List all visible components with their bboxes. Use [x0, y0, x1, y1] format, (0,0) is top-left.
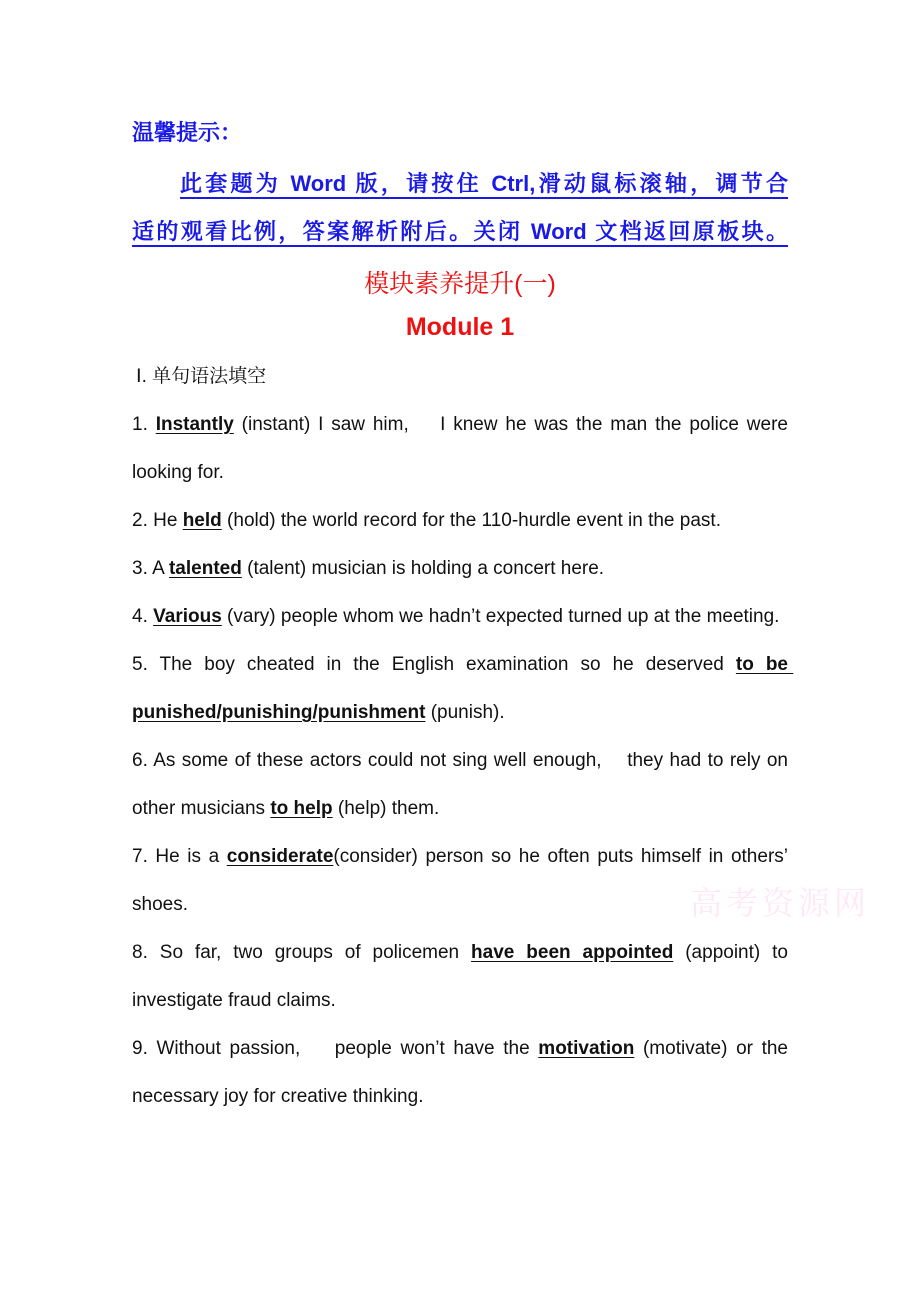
- question-text: (hold) the world record for the 110-hurdle event in the past.: [221, 510, 721, 531]
- question-text: (appoint) to investigate fraud claims.: [132, 942, 794, 1011]
- answer-text: motivation: [538, 1038, 635, 1059]
- question-text: (motivate) or the necessary joy for creative thinking.: [132, 1038, 794, 1107]
- question-text: (help) them.: [332, 798, 440, 819]
- question-item: [132, 545, 788, 593]
- question-text: 9. Without passion, people won’t have the: [132, 1038, 539, 1059]
- answer-text: held: [182, 510, 222, 531]
- question-text: (vary) people whom we hadn’t expected turned up at the meeting.: [221, 606, 780, 627]
- answer-text: talented: [168, 558, 242, 579]
- question-text: 2. He: [132, 510, 183, 531]
- question-item: [132, 593, 788, 641]
- tip-notice: [132, 160, 788, 256]
- watermark: 高考资源网: [690, 885, 871, 921]
- answer-text: to be punished/punishing/punishment: [132, 654, 794, 723]
- question-item: [132, 401, 794, 497]
- question-item: [132, 929, 794, 1025]
- section-heading: Ⅰ. 单句语法填空: [136, 366, 267, 387]
- exercise-body: [132, 353, 794, 1121]
- question-text: (consider) person so he often puts himself in others’ shoes.: [132, 846, 794, 915]
- question-text: 4.: [132, 606, 154, 627]
- tip-line-2: 适的观看比例，答案解析附后。关闭 Word 文档返回原板块。: [132, 219, 788, 244]
- question-text: (punish).: [425, 702, 505, 723]
- question-text: 1.: [132, 414, 156, 435]
- question-item: [132, 641, 794, 737]
- question-text: (instant) I saw him, I knew he was the man the police were looking for.: [132, 414, 794, 483]
- answer-text: Various: [153, 606, 222, 627]
- question-item: [132, 497, 788, 545]
- tip-line-1: 此套题为 Word 版，请按住 Ctrl,滑动鼠标滚轴，调节合: [180, 171, 788, 196]
- answer-text: have been appointed: [471, 942, 674, 963]
- question-text: 8. So far, two groups of policemen: [132, 942, 472, 963]
- module-subtitle: Module 1: [405, 313, 515, 341]
- question-text: 7. He is a: [132, 846, 227, 867]
- answer-text: to help: [270, 798, 333, 819]
- question-text: 6. As some of these actors could not sing well enough, they had to rely on other musicians: [132, 750, 794, 819]
- question-item: [132, 833, 794, 929]
- answer-text: considerate: [226, 846, 334, 867]
- question-item: [132, 737, 794, 833]
- question-text: (talent) musician is holding a concert here.: [241, 558, 605, 579]
- question-text: 3. A: [132, 558, 169, 579]
- question-item: [132, 1025, 794, 1121]
- page-title: 模块素养提升(一): [364, 270, 556, 298]
- tip-title: 温馨提示：: [132, 120, 243, 145]
- question-text: 5. The boy cheated in the English examination so he deserved: [132, 654, 736, 675]
- answer-text: Instantly: [155, 414, 234, 435]
